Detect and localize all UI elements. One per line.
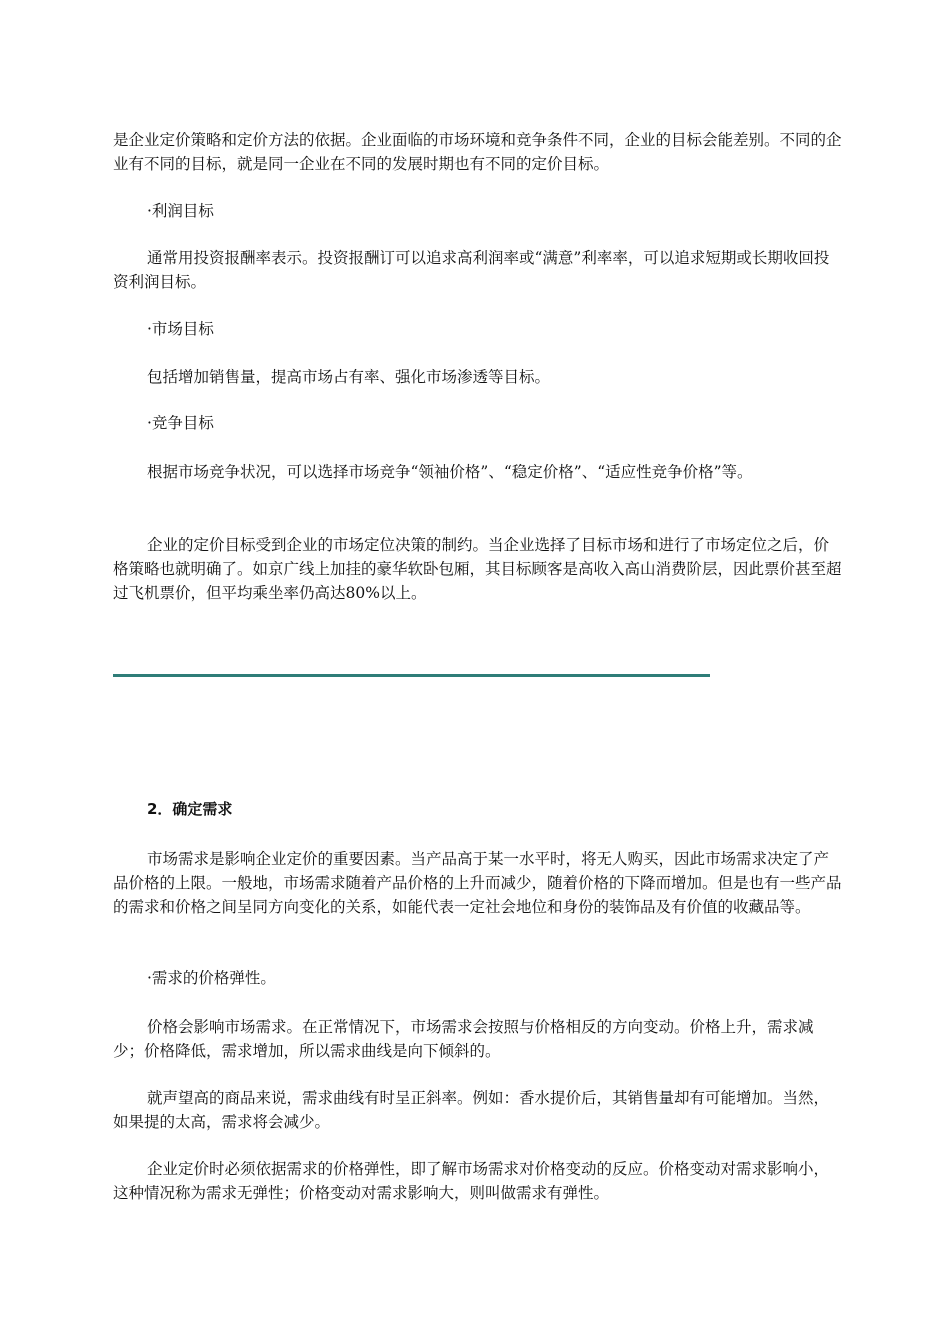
market-target-text: 包括增加销售量，提高市场占有率、强化市场渗透等目标。 [147, 368, 551, 386]
section-heading: 2．确定需求 [147, 800, 233, 818]
profit-target-title: ·利润目标 [147, 202, 214, 220]
positioning-paragraph: 企业的定价目标受到企业的市场定位决策的制约。当企业选择了目标市场和进行了市场定位之后，价格策略也就明确了。如京广线上加挂的豪华软卧包厢，其目标顾客是高收入高山消费阶层，因此票价甚至超过飞机票价，但平均乘坐率仍高达80%以上。 [113, 536, 842, 602]
elasticity-paragraph: 企业定价时必须依据需求的价格弹性，即了解市场需求对价格变动的反应。价格变动对需求影响小，这种情况称为需求无弹性；价格变动对需求影响大，则叫做需求有弹性。 [113, 1160, 830, 1202]
price-elasticity-title: ·需求的价格弹性。 [147, 969, 276, 987]
competition-target-title: ·竞争目标 [147, 414, 214, 432]
market-target-title: ·市场目标 [147, 320, 214, 338]
section-divider [113, 674, 710, 677]
competition-target-text: 根据市场竞争状况，可以选择市场竞争“领袖价格”、“稳定价格”、“适应性竞争价格”等。 [147, 463, 753, 481]
intro-paragraph: 是企业定价策略和定价方法的依据。企业面临的市场环境和竞争条件不同，企业的目标会能差别。不同的企业有不同的目标，就是同一企业在不同的发展时期也有不同的定价目标。 [113, 131, 842, 173]
demand-paragraph: 市场需求是影响企业定价的重要因素。当产品高于某一水平时，将无人购买，因此市场需求决定了产品价格的上限。一般地，市场需求随着产品价格的上升而减少，随着价格的下降而增加。但是也有一些产品的需求和价格之间呈同方向变化的关系，如能代表一定社会地位和身份的装饰品及有价值的收藏品等。 [113, 850, 842, 916]
prestige-goods-paragraph: 就声望高的商品来说，需求曲线有时呈正斜率。例如：香水提价后，其销售量却有可能增加。当然，如果提的太高，需求将会减少。 [113, 1089, 830, 1131]
profit-target-text: 通常用投资报酬率表示。投资报酬订可以追求高利润率或“满意”利率率，可以追求短期或长期收回投资利润目标。 [113, 249, 830, 291]
price-effect-paragraph: 价格会影响市场需求。在正常情况下，市场需求会按照与价格相反的方向变动。价格上升，需求减少；价格降低，需求增加，所以需求曲线是向下倾斜的。 [113, 1018, 814, 1060]
